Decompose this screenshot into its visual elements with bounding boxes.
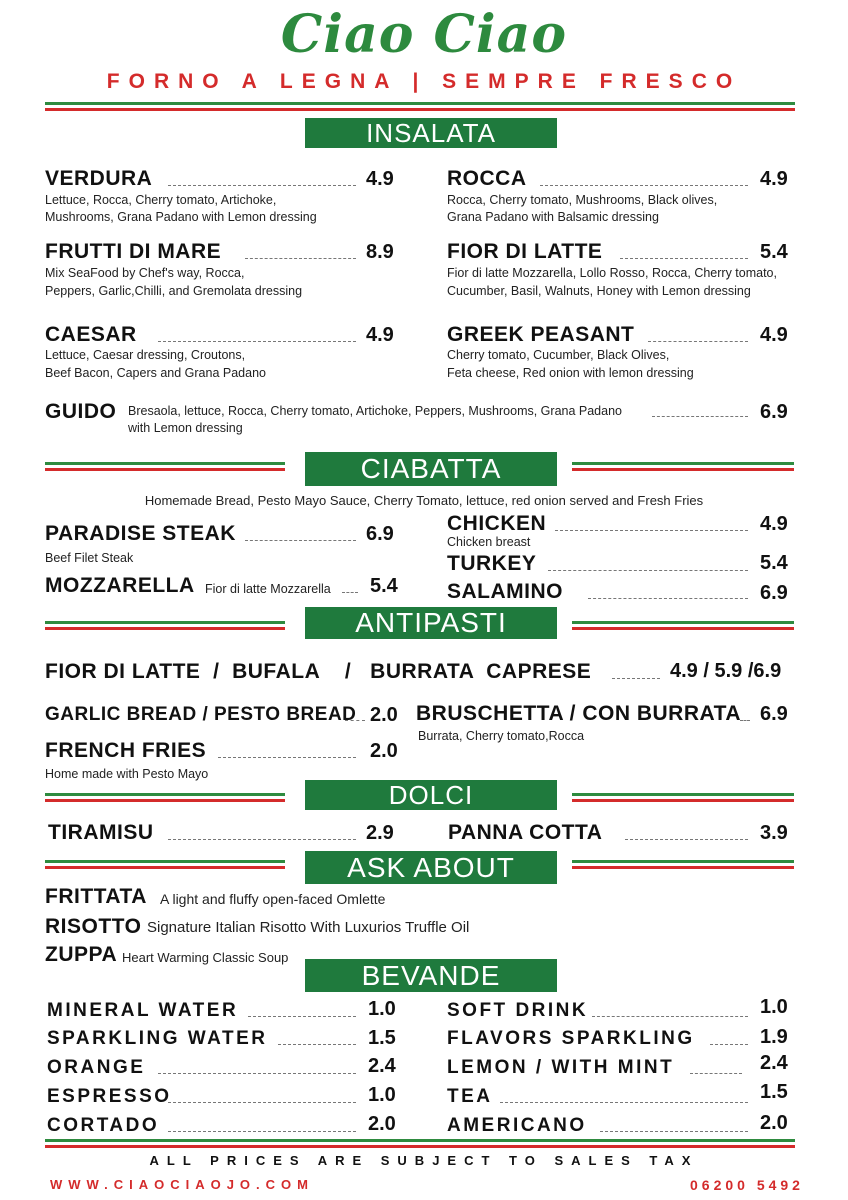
- dot-leader: [158, 341, 356, 342]
- drink-cortado-name: CORTADO: [47, 1115, 160, 1136]
- item-caesar-price: 4.9: [366, 324, 394, 346]
- drink-espresso-price: 1.0: [368, 1084, 396, 1106]
- item-tiramisu-price: 2.9: [366, 822, 394, 844]
- item-tiramisu-name: TIRAMISU: [48, 821, 154, 844]
- item-greek-name: GREEK PEASANT: [447, 323, 635, 346]
- dot-leader: [158, 1073, 356, 1074]
- divider-stripe: [572, 793, 794, 802]
- item-guido-name: GUIDO: [45, 400, 117, 423]
- section-dolci-title: DOLCI: [305, 780, 557, 810]
- dot-leader: [555, 530, 748, 531]
- section-ask-title: ASK ABOUT: [305, 851, 557, 884]
- item-rocca-desc: Grana Padano with Balsamic dressing: [447, 210, 659, 224]
- item-caesar-desc: Beef Bacon, Capers and Grana Padano: [45, 366, 266, 380]
- item-turkey-name: TURKEY: [447, 552, 537, 575]
- item-caprese-price: 4.9 / 5.9 /6.9: [670, 660, 782, 682]
- item-greek-price: 4.9: [760, 324, 788, 346]
- dot-leader: [168, 1102, 356, 1103]
- divider-stripe: [45, 1139, 795, 1148]
- item-greek-desc: Cherry tomato, Cucumber, Black Olives,: [447, 348, 670, 362]
- item-salamino-price: 6.9: [760, 582, 788, 604]
- item-mozzarella-desc: Fior di latte Mozzarella: [205, 582, 331, 596]
- item-caesar-desc: Lettuce, Caesar dressing, Croutons,: [45, 348, 246, 362]
- divider-stripe: [572, 860, 794, 869]
- item-bruschetta-desc: Burrata, Cherry tomato,Rocca: [418, 729, 585, 743]
- divider-stripe: [572, 621, 794, 630]
- dot-leader: [342, 592, 358, 593]
- item-steak-price: 6.9: [366, 523, 394, 545]
- dot-leader: [245, 258, 356, 259]
- item-greek-desc: Feta cheese, Red onion with lemon dressing: [447, 366, 694, 380]
- drink-soft-name: SOFT DRINK: [447, 1000, 589, 1021]
- item-steak-desc: Beef Filet Steak: [45, 551, 134, 565]
- item-frutti-name: FRUTTI DI MARE: [45, 240, 222, 263]
- drink-lemon-name: LEMON / WITH MINT: [447, 1057, 675, 1078]
- item-risotto-name: RISOTTO: [45, 915, 142, 938]
- divider-stripe: [45, 860, 285, 869]
- footer-website-link[interactable]: WWW.CIAOCIAOJO.COM: [50, 1177, 314, 1192]
- drink-tea-price: 1.5: [760, 1081, 788, 1103]
- item-frutti-price: 8.9: [366, 241, 394, 263]
- item-mozzarella-price: 5.4: [370, 575, 398, 597]
- item-risotto-desc: Signature Italian Risotto With Luxurios Truffle Oil: [147, 919, 470, 936]
- item-garlic-name: GARLIC BREAD / PESTO BREAD: [45, 704, 357, 725]
- item-fries-price: 2.0: [370, 740, 398, 762]
- item-frutti-desc: Peppers, Garlic,Chilli, and Gremolata dressing: [45, 284, 303, 298]
- item-guido-desc: with Lemon dressing: [128, 421, 243, 435]
- item-verdura-desc: Lettuce, Rocca, Cherry tomato, Artichoke,: [45, 193, 277, 207]
- drink-mineral-price: 1.0: [368, 998, 396, 1020]
- item-zuppa-name: ZUPPA: [45, 943, 118, 966]
- divider-stripe: [45, 102, 795, 111]
- item-garlic-price: 2.0: [370, 704, 398, 726]
- section-ciabatta-title: CIABATTA: [305, 452, 557, 486]
- dot-leader: [690, 1073, 742, 1074]
- dot-leader: [345, 720, 365, 721]
- dot-leader: [168, 185, 356, 186]
- item-verdura-name: VERDURA: [45, 167, 153, 190]
- brand-logo: Ciao Ciao: [280, 4, 568, 65]
- item-frittata-desc: A light and fluffy open-faced Omlette: [160, 891, 386, 907]
- item-mozzarella-name: MOZZARELLA: [45, 574, 195, 597]
- drink-espresso-name: ESPRESSO: [47, 1086, 172, 1107]
- section-bevande-title: BEVANDE: [305, 959, 557, 992]
- dot-leader: [245, 540, 356, 541]
- dot-leader: [592, 1016, 748, 1017]
- dot-leader: [540, 185, 748, 186]
- item-caesar-name: CAESAR: [45, 323, 137, 346]
- section-antipasti-title: ANTIPASTI: [305, 607, 557, 639]
- item-caprese-name: FIOR DI LATTE / BUFALA / BURRATA CAPRESE: [45, 660, 592, 683]
- item-chicken-price: 4.9: [760, 513, 788, 535]
- dot-leader: [278, 1044, 356, 1045]
- divider-stripe: [45, 621, 285, 630]
- dot-leader: [548, 570, 748, 571]
- item-panna-name: PANNA COTTA: [448, 821, 603, 844]
- divider-stripe: [45, 793, 285, 802]
- drink-flavors-price: 1.9: [760, 1026, 788, 1048]
- dot-leader: [500, 1102, 748, 1103]
- item-fries-desc: Home made with Pesto Mayo: [45, 767, 209, 781]
- dot-leader: [612, 678, 660, 679]
- item-verdura-desc: Mushrooms, Grana Padano with Lemon dressing: [45, 210, 317, 224]
- drink-sparkling-price: 1.5: [368, 1027, 396, 1049]
- item-salamino-name: SALAMINO: [447, 580, 563, 603]
- drink-lemon-price: 2.4: [760, 1052, 788, 1074]
- footer-tax-note: ALL PRICES ARE SUBJECT TO SALES TAX: [149, 1153, 699, 1168]
- dot-leader: [620, 258, 748, 259]
- item-verdura-price: 4.9: [366, 168, 394, 190]
- dot-leader: [600, 1131, 748, 1132]
- dot-leader: [625, 839, 748, 840]
- footer-phone: 06200 5492: [690, 1177, 804, 1193]
- tagline: FORNO A LEGNA | SEMPRE FRESCO: [106, 70, 742, 93]
- item-fior-desc: Fior di latte Mozzarella, Lollo Rosso, Rocca, Cherry tomato,: [447, 266, 777, 280]
- item-steak-name: PARADISE STEAK: [45, 522, 236, 545]
- item-guido-price: 6.9: [760, 401, 788, 423]
- dot-leader: [168, 1131, 356, 1132]
- item-zuppa-desc: Heart Warming Classic Soup: [122, 950, 289, 965]
- item-rocca-price: 4.9: [760, 168, 788, 190]
- drink-sparkling-name: SPARKLING WATER: [47, 1028, 268, 1049]
- item-frittata-name: FRITTATA: [45, 885, 147, 908]
- dot-leader: [248, 1016, 356, 1017]
- section-insalata-title: INSALATA: [305, 118, 557, 148]
- item-fior-desc: Cucumber, Basil, Walnuts, Honey with Lemon dressing: [447, 284, 751, 298]
- drink-tea-name: TEA: [447, 1086, 493, 1107]
- drink-americano-price: 2.0: [760, 1112, 788, 1134]
- drink-flavors-name: FLAVORS SPARKLING: [447, 1028, 695, 1049]
- dot-leader: [168, 839, 356, 840]
- dot-leader: [740, 720, 750, 721]
- drink-orange-name: ORANGE: [47, 1057, 146, 1078]
- drink-soft-price: 1.0: [760, 996, 788, 1018]
- item-fior-price: 5.4: [760, 241, 788, 263]
- divider-stripe: [572, 462, 794, 471]
- dot-leader: [710, 1044, 748, 1045]
- item-bruschetta-name: BRUSCHETTA / CON BURRATA: [416, 702, 742, 725]
- item-turkey-price: 5.4: [760, 552, 788, 574]
- item-bruschetta-price: 6.9: [760, 703, 788, 725]
- dot-leader: [588, 598, 748, 599]
- drink-orange-price: 2.4: [368, 1055, 396, 1077]
- item-panna-price: 3.9: [760, 822, 788, 844]
- dot-leader: [648, 341, 748, 342]
- item-rocca-desc: Rocca, Cherry tomato, Mushrooms, Black olives,: [447, 193, 718, 207]
- drink-americano-name: AMERICANO: [447, 1115, 587, 1136]
- drink-mineral-name: MINERAL WATER: [47, 1000, 239, 1021]
- dot-leader: [652, 416, 748, 417]
- item-fries-name: FRENCH FRIES: [45, 739, 207, 762]
- item-chicken-name: CHICKEN: [447, 512, 547, 535]
- dot-leader: [218, 757, 356, 758]
- divider-stripe: [45, 462, 285, 471]
- item-fior-name: FIOR DI LATTE: [447, 240, 603, 263]
- ciabatta-subtitle: Homemade Bread, Pesto Mayo Sauce, Cherry Tomato, lettuce, red onion served and Fresh Fries: [144, 493, 704, 508]
- item-rocca-name: ROCCA: [447, 167, 527, 190]
- item-guido-desc: Bresaola, lettuce, Rocca, Cherry tomato, Artichoke, Peppers, Mushrooms, Grana Padano: [128, 404, 622, 418]
- item-chicken-desc: Chicken breast: [447, 535, 531, 549]
- item-frutti-desc: Mix SeaFood by Chef's way, Rocca,: [45, 266, 245, 280]
- drink-cortado-price: 2.0: [368, 1113, 396, 1135]
